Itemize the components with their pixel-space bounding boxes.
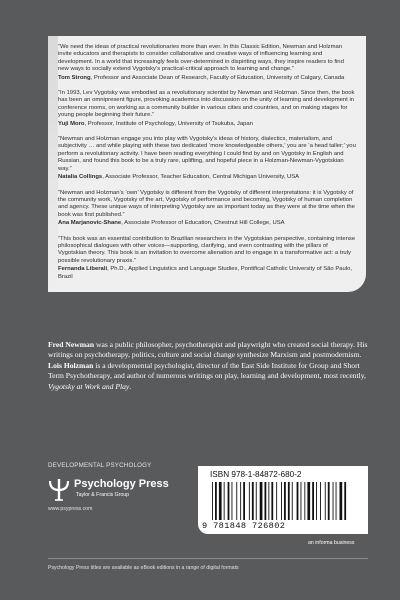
endorser-affiliation: , Associate Professor, Teacher Education, Central Michigan University, USA (102, 174, 300, 181)
informa-tagline: an informa business (308, 540, 355, 546)
barcode (210, 482, 360, 520)
endorsement-attribution (58, 266, 356, 281)
publisher-group: Taylor & Francis Group (76, 492, 130, 498)
endorsement-attribution (58, 174, 356, 181)
isbn-text: ISBN 978-1-84872-680-2 (210, 470, 302, 479)
subject-category: DEVELOPMENTAL PSYCHOLOGY (48, 462, 152, 469)
endorser-affiliation: , Professor and Associate Dean of Research, Faculty of Education, University of Calgary, Canada (90, 74, 345, 81)
endorsements-panel (48, 36, 366, 292)
endorsement (58, 44, 356, 82)
publisher-name: Psychology Press (74, 478, 169, 490)
endorser-affiliation: , Ph.D., Applied Linguistics and Language Studies, Pontifical Catholic University of São Paulo, Brazil (58, 266, 353, 280)
author-bios (48, 340, 376, 392)
bio-holzman: is a developmental psychologist, director of the East Side Institute for Group and Short Term Psychotherapy, and author of numerous writings on play, learning and development, most recently, (48, 360, 366, 381)
endorsement-attribution (58, 121, 356, 128)
endorsement-text: “In 1993, Lev Vygotsky was embodied as a revolutionary scientist by Newman and Holzman. Since then, the book has been an omnipresent figure, provoking academics into discussion on the unity of learning and development in conference rooms, on working as a community builder in various cities and countries, and on making stages for young people beginning their future.” (58, 90, 355, 119)
endorsement-attribution (58, 75, 356, 82)
psi-logo-icon (48, 478, 70, 502)
endorser-name: Tom Strong (58, 74, 91, 81)
endorsement-text: “Newman and Holzman’s ‘own’ Vygotsky is different from the Vygotsky of different interpretations: it is Vygotsky of the community work, Vygotsky of the art, Vygotsky of performance and becoming, Vygotsky of human completion and agency. These unique ways of interpreting Vygotsky are as important today as they were at the time when the book was first published.” (58, 189, 355, 218)
barcode-block (198, 466, 368, 534)
barcode-digits: 9 781848 726802 (202, 521, 286, 531)
endorser-name: Ana Marjanovic-Shane (58, 220, 122, 227)
bio-end: . (129, 381, 132, 391)
endorser-name: Fernanda Liberali (58, 266, 108, 273)
endorsement (58, 190, 356, 228)
endorsement (58, 236, 356, 281)
endorser-name: Natalia Collings (58, 174, 103, 181)
ebook-note: Psychology Press titles are available as eBook editions in a range of digital formats (48, 565, 239, 571)
endorsement-text: “Newman and Holzman engage you into play with Vygotsky’s ideas of history, dialectics, materialism, and subjectivity … and while playing with these two dedicated ‘more knowledgeable others,’ you are ‘a head taller;’ you perform a revolutionary activity. I have been reading everything I could find by and on Vygotsky in English and Russian, and found this book to be a truly rare, uplifting, and hopeful piece in a Holzman-Newman-Vygotskian way.” (58, 136, 356, 172)
bio-newman: was a public philosopher, psychotherapist and playwright who created social therapy. His writings on psychotherapy, politics, culture and social change synthesize Marxism and postmodernism. (48, 340, 368, 360)
author-name-newman: Fred Newman (48, 340, 95, 349)
publisher-logo (48, 476, 188, 516)
recent-book-title: Vygotsky at Work and Play (48, 381, 130, 391)
endorsement (58, 136, 356, 181)
author-name-holzman: Lois Holzman (48, 360, 94, 370)
endorser-affiliation: , Professor, Institute of Psychology, University of Tsukuba, Japan (84, 120, 253, 127)
endorsement-text: “We need the ideas of practical revolutionaries more than ever. In this Classic Edition, Newman and Holzman invite educators and therapists to consider collaborative and creative ways of influencing learning and development. In a world that increasingly feels over-determined in dispiriting ways, they inspire readers to find new ways to socially extend Vygotsky’s practical-critical approach to learning and change.” (58, 44, 344, 73)
footer-divider (48, 558, 368, 559)
endorsement (58, 90, 356, 128)
endorsement-attribution (58, 220, 356, 227)
endorser-name: Yuji Moro (58, 120, 85, 127)
publisher-url: www.psypress.com (48, 506, 93, 512)
endorsement-text: “This book was an essential contribution to Brazilian researchers in the Vygotskian perspective, containing intense philosophical dialogues with other voices—supporting, clarifying, and even contrasting with the pillars of Vygotskian theory. This book is an invitation to overcome alienation and to engage in a transformative act: a truly possible revolutionary praxis.” (58, 235, 356, 264)
endorser-affiliation: , Associate Professor of Education, Chestnut Hill College, USA (121, 220, 285, 227)
